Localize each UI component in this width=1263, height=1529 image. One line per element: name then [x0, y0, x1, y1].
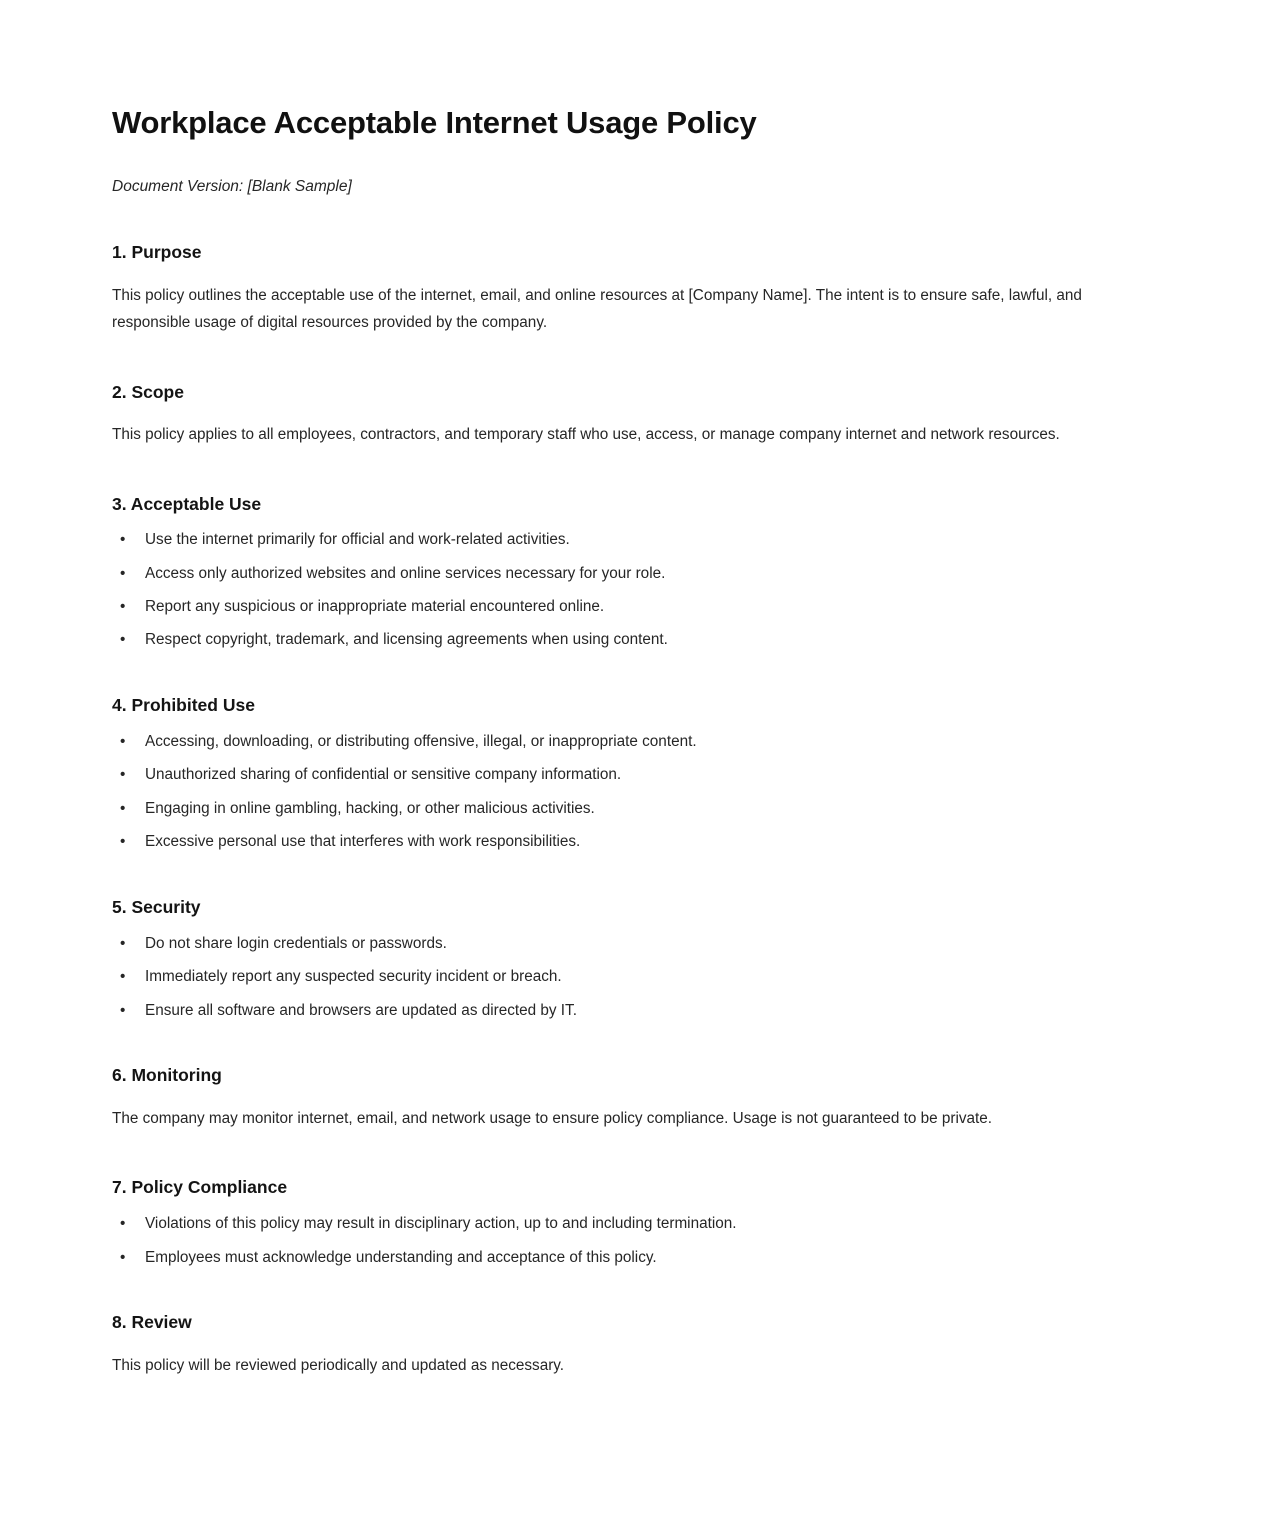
bullet-icon: • — [120, 733, 126, 751]
list-item — [112, 934, 1120, 954]
bullet-icon: • — [120, 799, 126, 817]
policy-section — [112, 337, 1120, 449]
list-item — [112, 1248, 1120, 1268]
page-title: Workplace Acceptable Internet Usage Policy — [112, 105, 757, 140]
list-item-label: Engaging in online gambling, hacking, or other malicious activities. — [145, 799, 595, 817]
bullet-icon: • — [120, 564, 126, 582]
section-heading: 1. Purpose — [112, 242, 202, 263]
list-item-label: Do not share login credentials or passwords. — [145, 934, 447, 952]
list-item — [112, 1214, 1120, 1234]
list-item-label: Violations of this policy may result in disciplinary action, up to and including termination. — [145, 1215, 737, 1233]
section-paragraph: The company may monitor internet, email, and network usage to ensure policy compliance. Usage is not guaranteed to be private. — [112, 1110, 993, 1128]
policy-section — [112, 449, 1120, 651]
bullet-icon: • — [120, 1215, 126, 1233]
list-item-label: Ensure all software and browsers are updated as directed by IT. — [145, 1001, 577, 1019]
bullet-icon: • — [120, 598, 126, 616]
list-item-label: Respect copyright, trademark, and licensing agreements when using content. — [145, 631, 668, 649]
section-heading: 6. Monitoring — [112, 1065, 222, 1086]
list-item-label: Immediately report any suspected security incident or breach. — [145, 968, 562, 986]
section-heading: 3. Acceptable Use — [112, 493, 262, 514]
section-bullet-list — [112, 1199, 1120, 1267]
list-item — [112, 832, 1120, 852]
list-item-label: Report any suspicious or inappropriate material encountered online. — [145, 598, 605, 616]
bullet-icon: • — [120, 766, 126, 784]
policy-section — [112, 852, 1120, 1020]
policy-section — [112, 1020, 1120, 1132]
list-item — [112, 597, 1120, 617]
section-heading: 4. Prohibited Use — [112, 695, 255, 716]
section-heading: 8. Review — [112, 1312, 192, 1333]
bullet-icon: • — [120, 934, 126, 952]
bullet-icon: • — [120, 1248, 126, 1266]
list-item — [112, 530, 1120, 550]
bullet-icon: • — [120, 631, 126, 649]
section-bullet-list — [112, 717, 1120, 852]
policy-section — [112, 650, 1120, 852]
section-paragraph: This policy outlines the acceptable use of the internet, email, and online resources at [Company Name]. The intent is to ensure safe, lawful, and responsible usage of digital resources provided by the company. — [112, 287, 1082, 332]
list-item — [112, 564, 1120, 584]
list-item-label: Unauthorized sharing of confidential or sensitive company information. — [145, 766, 622, 784]
section-heading: 5. Security — [112, 897, 201, 918]
list-item — [112, 765, 1120, 785]
sections-container — [112, 197, 1120, 1379]
policy-section — [112, 1267, 1120, 1379]
list-item-label: Accessing, downloading, or distributing offensive, illegal, or inappropriate content. — [145, 733, 697, 751]
section-bullet-list — [112, 515, 1120, 650]
section-heading: 7. Policy Compliance — [112, 1177, 288, 1198]
bullet-icon: • — [120, 968, 126, 986]
list-item — [112, 630, 1120, 650]
policy-section — [112, 1132, 1120, 1267]
list-item — [112, 732, 1120, 752]
list-item-label: Use the internet primarily for official and work-related activities. — [145, 531, 570, 549]
list-item-label: Access only authorized websites and online services necessary for your role. — [145, 564, 666, 582]
list-item — [112, 967, 1120, 987]
list-item — [112, 1001, 1120, 1021]
policy-document — [112, 0, 1120, 1529]
section-bullet-list — [112, 919, 1120, 1021]
page-bottom-spacer — [112, 1379, 1120, 1529]
section-heading: 2. Scope — [112, 381, 184, 402]
list-item-label: Employees must acknowledge understanding and acceptance of this policy. — [145, 1248, 657, 1266]
section-paragraph: This policy applies to all employees, contractors, and temporary staff who use, access, or manage company internet and network resources. — [112, 426, 1060, 444]
bullet-icon: • — [120, 833, 126, 851]
policy-section — [112, 197, 1120, 336]
list-item-label: Excessive personal use that interferes with work responsibilities. — [145, 833, 581, 851]
section-paragraph: This policy will be reviewed periodically and updated as necessary. — [112, 1357, 565, 1375]
document-version-line: Document Version: [Blank Sample] — [112, 177, 352, 195]
bullet-icon: • — [120, 1001, 126, 1019]
list-item — [112, 799, 1120, 819]
bullet-icon: • — [120, 531, 126, 549]
